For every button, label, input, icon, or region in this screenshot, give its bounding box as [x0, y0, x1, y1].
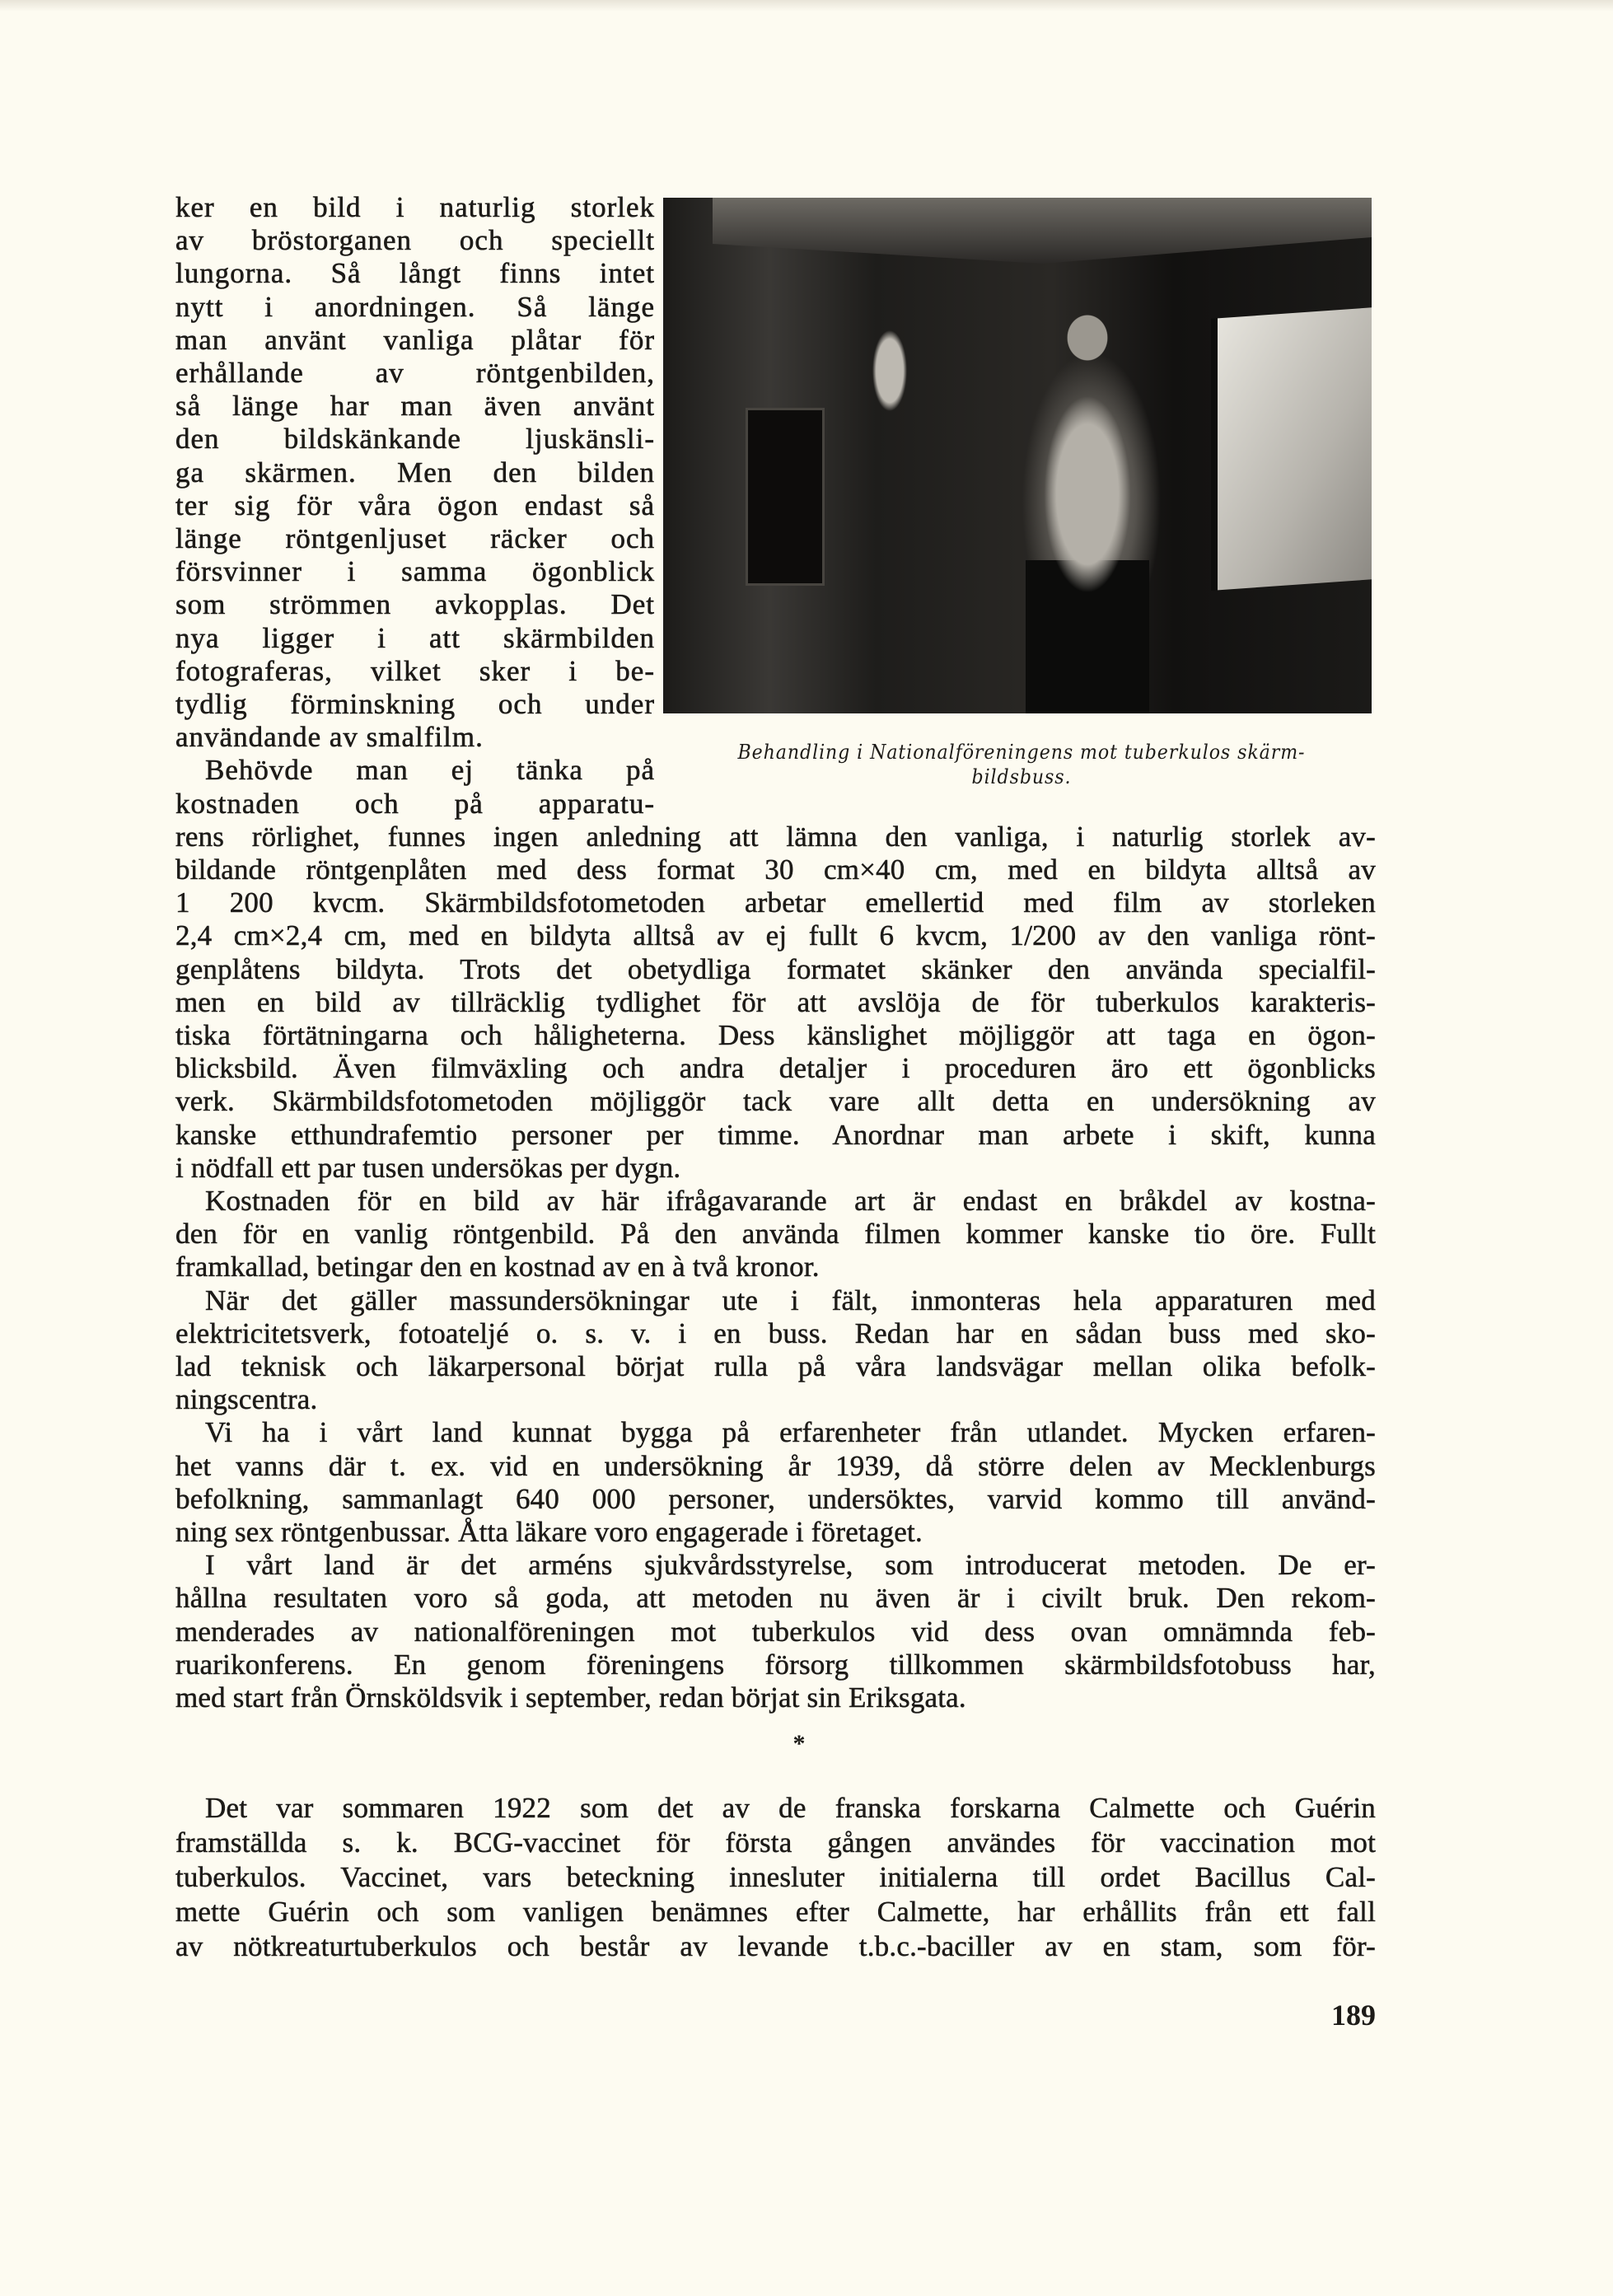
bus-ceiling — [713, 198, 1372, 264]
text-line: kanske etthundrafemtio personer per timme. Anordnar man arbete i skift, kunna — [175, 1118, 1376, 1151]
text-line: rens rörlighet, funnes ingen anledning att lämna den vanliga, i naturlig storlek av- — [175, 820, 1376, 853]
text-line: I vårt land är det arméns sjukvårdsstyrelse, som introducerat metoden. De er- — [205, 1549, 1376, 1582]
text-line: Kostnaden för en bild av här ifrågavarande art är endast en bråkdel av kostna- — [205, 1185, 1376, 1217]
text-line: När det gäller massundersökningar ute i fält, inmonteras hela apparaturen med — [205, 1284, 1376, 1316]
text-line: 1 200 kvcm. Skärmbildsfotometoden arbetar emellertid med film av storleken — [175, 886, 1376, 919]
text-line: bildande röntgenplåten med dess format 30 cm×40 cm, med en bildyta alltså av — [175, 853, 1376, 886]
bus-window — [1211, 307, 1372, 591]
text-line: den bildskänkande ljuskänsli- — [175, 423, 655, 456]
text-line: kostnaden och på apparatu- — [175, 787, 655, 820]
text-line: befolkning, sammanlagt 640 000 personer, undersöktes, varvid kommo till använd- — [175, 1482, 1376, 1515]
text-line: försvinner i samma ögonblick — [175, 555, 655, 588]
photo-person-background — [861, 297, 919, 428]
text-line: som strömmen avkopplas. Det — [175, 588, 655, 621]
text-line: den för en vanlig röntgenbild. På den använda filmen kommer kanske tio öre. Fullt — [175, 1218, 1376, 1251]
text-line: ter sig för våra ögon endast så — [175, 489, 655, 521]
text-line: ker en bild i naturlig storlek — [175, 191, 655, 223]
text-line: ruarikonferens. En genom föreningens försorg tillkommen skärmbildsfotobuss har, — [175, 1648, 1376, 1681]
text-line: genplåtens bildyta. Trots det obetydliga formatet skänker den använda specialfil- — [175, 952, 1376, 985]
bus-door — [746, 408, 825, 586]
text-line: het vanns där t. ex. vid en undersökning år 1939, då större delen av Mecklenburgs — [175, 1449, 1376, 1482]
text-line: av nötkreaturtuberkulos och består av levande t.b.c.-baciller av en stam, som för- — [175, 1930, 1376, 1962]
text-line: mette Guérin och som vanligen benämnes efter Calmette, har erhållits från ett fall — [175, 1896, 1376, 1928]
text-line: elektricitetsverk, fotoateljé o. s. v. i en buss. Redan har en sådan buss med sko- — [175, 1316, 1376, 1349]
page-number: 189 — [1331, 1999, 1376, 2032]
text-line: med start från Örnsköldsvik i september, redan börjat sin Eriksgata. — [175, 1681, 966, 1714]
text-line: i nödfall ett par tusen undersökas per dygn. — [175, 1151, 681, 1184]
text-line: nytt i anordningen. Så länge — [175, 290, 655, 323]
text-line: ningscentra. — [175, 1383, 318, 1416]
caption-line: bildsbuss. — [971, 765, 1072, 788]
text-line: tydlig förminskning och under — [175, 688, 655, 720]
text-line: ning sex röntgenbussar. Åtta läkare voro engagerade i företaget. — [175, 1516, 923, 1548]
text-line: Vi ha i vårt land kunnat bygga på erfarenheter från utlandet. Mycken erfaren- — [205, 1416, 1376, 1449]
text-line: tiska förtätningarna och håligheterna. Dess känslighet möjliggör att taga en ögon- — [175, 1019, 1376, 1051]
text-line: framställda s. k. BCG-vaccinet för första gången användes för vaccination mot — [175, 1826, 1376, 1859]
text-line: Det var sommaren 1922 som det av de franska forskarna Calmette och Guérin — [205, 1792, 1376, 1824]
text-line: framkallad, betingar den en kostnad av en à två kronor. — [175, 1251, 820, 1284]
section-separator: * — [792, 1730, 806, 1757]
text-line: ga skärmen. Men den bilden — [175, 456, 655, 489]
text-line: Behövde man ej tänka på — [205, 754, 655, 787]
text-line: lungorna. Så långt finns intet — [175, 257, 655, 290]
text-line: så länge har man även använt — [175, 390, 655, 423]
text-line: menderades av nationalföreningen mot tuberkulos vid dess ovan omnämnda feb- — [175, 1615, 1376, 1648]
scan-edge — [0, 0, 1613, 12]
text-line: av bröstorganen och speciellt — [175, 224, 655, 257]
text-line: fotograferas, vilket sker i be- — [175, 654, 655, 687]
text-line: tuberkulos. Vaccinet, vars beteckning innesluter initialerna till ordet Bacillus Cal- — [175, 1861, 1376, 1893]
photo-caption — [688, 740, 1355, 789]
text-line: verk. Skärmbildsfotometoden möjliggör tack vare allt detta en undersökning av — [175, 1085, 1376, 1118]
text-line: blicksbild. Även filmväxling och andra detaljer i proceduren äro ett ögonblicks — [175, 1052, 1376, 1085]
photo-xray-bus-interior — [663, 198, 1372, 713]
text-line: 2,4 cm×2,4 cm, med en bildyta alltså av ej fullt 6 kvcm, 1/200 av den vanliga rönt- — [175, 919, 1376, 952]
text-line: erhållande av röntgenbilden, — [175, 357, 655, 389]
text-line: användande av smalfilm. — [175, 721, 484, 754]
caption-line: Behandling i Nationalföreningens mot tuberkulos skärm- — [737, 741, 1306, 764]
text-line: nya ligger i att skärmbilden — [175, 621, 655, 654]
text-line: lad teknisk och läkarpersonal börjat rulla på våra landsvägar mellan olika befolk- — [175, 1350, 1376, 1382]
text-line: länge röntgenljuset räcker och — [175, 522, 655, 554]
text-line: hållna resultaten voro så goda, att metoden nu även är i civilt bruk. Den rekom- — [175, 1582, 1376, 1615]
text-line: men en bild av tillräcklig tydlighet för att avslöja de för tuberkulos karakteris- — [175, 985, 1376, 1018]
photo-shirtless-man — [1026, 305, 1149, 713]
text-line: man använt vanliga plåtar för — [175, 323, 655, 356]
